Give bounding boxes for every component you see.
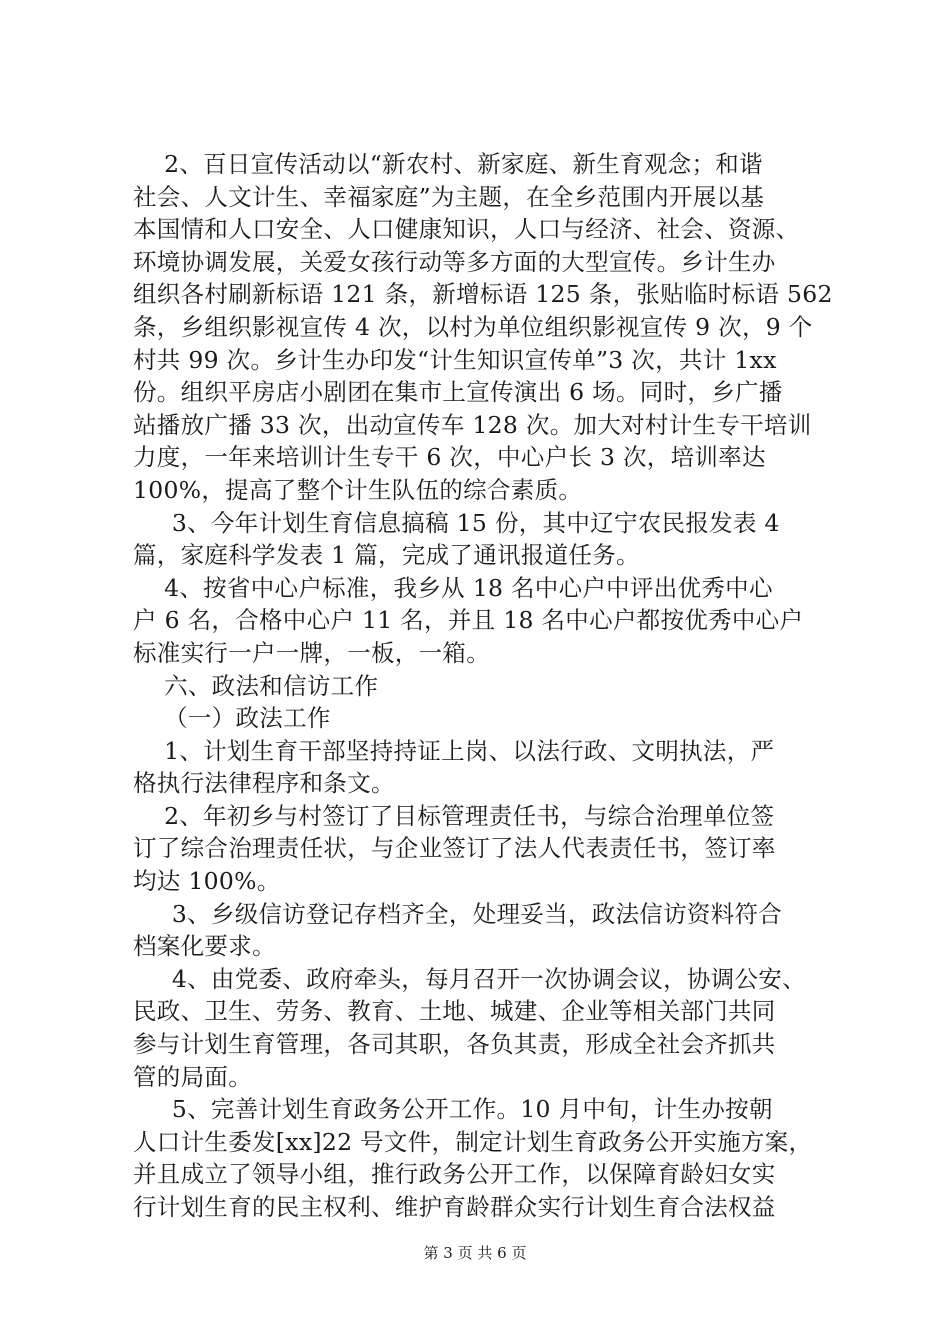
document-body [133, 148, 833, 1224]
text-line: 3、今年计划生育信息搞稿 15 份，其中辽宁农民报发表 4 [133, 508, 780, 537]
page-footer: 第 3 页 共 6 页 [423, 1244, 527, 1262]
text-line: 均达 100%。 [133, 867, 281, 896]
text-line: 参与计划生育管理，各司其职，各负其责，形成全社会齐抓共 [133, 1030, 776, 1059]
text-line: 人口计生委发[xx]22 号文件，制定计划生育政务公开实施方案， [133, 1127, 813, 1156]
text-line: 订了综合治理责任状，与企业签订了法人代表责任书，签订率 [133, 834, 776, 863]
text-line: 5、完善计划生育政务公开工作。10 月中旬，计生办按朝 [133, 1095, 773, 1124]
text-line: 民政、卫生、劳务、教育、土地、城建、企业等相关部门共同 [133, 997, 776, 1026]
text-line: 六、政法和信访工作 [133, 671, 379, 700]
text-line: 档案化要求。 [133, 932, 276, 961]
text-line: 4、按省中心户标准，我乡从 18 名中心户中评出优秀中心 [133, 573, 773, 602]
text-line: 本国情和人口安全、人口健康知识，人口与经济、社会、资源、 [133, 215, 800, 244]
text-line: 篇，家庭科学发表 1 篇，完成了通讯报道任务。 [133, 541, 640, 570]
text-line: 并且成立了领导小组，推行政务公开工作，以保障育龄妇女实 [133, 1160, 776, 1189]
text-line: （一）政法工作 [133, 704, 331, 733]
text-line: 管的局面。 [133, 1062, 252, 1091]
text-line: 3、乡级信访登记存档齐全，处理妥当，政法信访资料符合 [133, 899, 783, 928]
text-line: 村共 99 次。乡计生办印发“计生知识宣传单”3 次，共计 1xx [133, 345, 777, 374]
text-line: 环境协调发展，关爱女孩行动等多方面的大型宣传。乡计生办 [133, 247, 776, 276]
text-line: 户 6 名，合格中心户 11 名，并且 18 名中心户都按优秀中心户 [133, 606, 804, 635]
text-line: 100%，提高了整个计生队伍的综合素质。 [133, 475, 583, 504]
text-line: 2、百日宣传活动以“新农村、新家庭、新生育观念；和谐 [133, 150, 763, 178]
text-line: 格执行法律程序和条文。 [133, 769, 395, 798]
text-line: 行计划生育的民主权利、维护育龄群众实行计划生育合法权益 [133, 1193, 776, 1221]
text-line: 力度，一年来培训计生专干 6 次，中心户长 3 次，培训率达 [133, 443, 766, 472]
text-line: 社会、人文计生、幸福家庭”为主题，在全乡范围内开展以基 [133, 182, 765, 211]
text-line: 组织各村刷新标语 121 条，新增标语 125 条，张贴临时标语 562 [133, 280, 833, 309]
text-line: 1、计划生育干部坚持持证上岗、以法行政、文明执法，严 [133, 736, 775, 765]
text-line: 站播放广播 33 次，出动宣传车 128 次。加大对村计生专干培训 [133, 410, 812, 439]
text-line: 份。组织平房店小剧团在集市上宣传演出 6 场。同时，乡广播 [133, 378, 783, 407]
text-line: 4、由党委、政府牵头，每月召开一次协调会议，协调公安、 [133, 964, 806, 993]
text-line: 条，乡组织影视宣传 4 次，以村为单位组织影视宣传 9 次，9 个 [133, 312, 813, 341]
text-line: 2、年初乡与村签订了目标管理责任书，与综合治理单位签 [133, 801, 775, 830]
text-line: 标准实行一户一牌，一板，一箱。 [133, 638, 490, 667]
